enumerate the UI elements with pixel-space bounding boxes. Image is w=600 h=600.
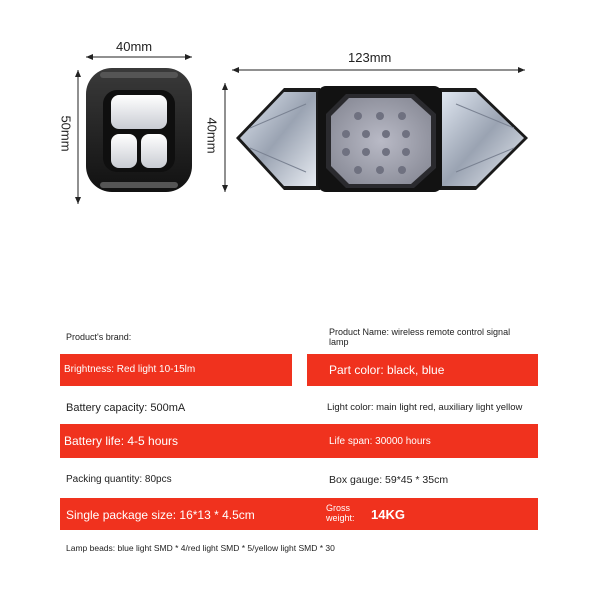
lamp-height-label: 40mm <box>204 117 220 154</box>
spec-gross-weight-label-line2: weight: <box>326 513 355 523</box>
remote-width-label: 40mm <box>116 39 153 54</box>
remote-width-dimension <box>86 54 192 60</box>
spec-product-name-line1: Product Name: wireless remote control signal <box>329 327 511 337</box>
signal-lamp <box>236 86 528 192</box>
remote-height-dimension <box>75 70 81 204</box>
spec-gross-weight-label-line1: Gross <box>326 503 351 513</box>
spec-lamp-beads: Lamp beads: blue light SMD * 4/red light SMD * 5/yellow light SMD * 30 <box>66 543 335 553</box>
product-drawing <box>0 0 600 215</box>
spec-gross-weight-value: 14KG <box>371 507 405 522</box>
spec-brightness: Brightness: Red light 10-15lm <box>64 364 196 375</box>
spec-box-gauge: Box gauge: 59*45 * 35cm <box>329 474 449 486</box>
spec-part-color: Part color: black, blue <box>329 363 445 377</box>
product-illustration <box>0 0 600 215</box>
spec-light-color: Light color: main light red, auxiliary light yellow <box>327 402 523 413</box>
spec-life-span: Life span: 30000 hours <box>329 436 431 447</box>
spec-brand: Product's brand: <box>66 332 132 342</box>
lamp-width-dimension <box>232 67 525 73</box>
lamp-height-dimension <box>222 83 228 192</box>
spec-battery-life: Battery life: 4-5 hours <box>64 434 179 448</box>
remote-height-label: 50mm <box>58 115 74 152</box>
spec-product-name-line2: lamp <box>329 337 349 347</box>
remote-control <box>86 68 192 192</box>
spec-single-package-size: Single package size: 16*13 * 4.5cm <box>66 508 255 522</box>
spec-battery-capacity: Battery capacity: 500mA <box>66 402 186 414</box>
spec-packing-quantity: Packing quantity: 80pcs <box>66 474 172 485</box>
lamp-width-label: 123mm <box>348 50 392 65</box>
